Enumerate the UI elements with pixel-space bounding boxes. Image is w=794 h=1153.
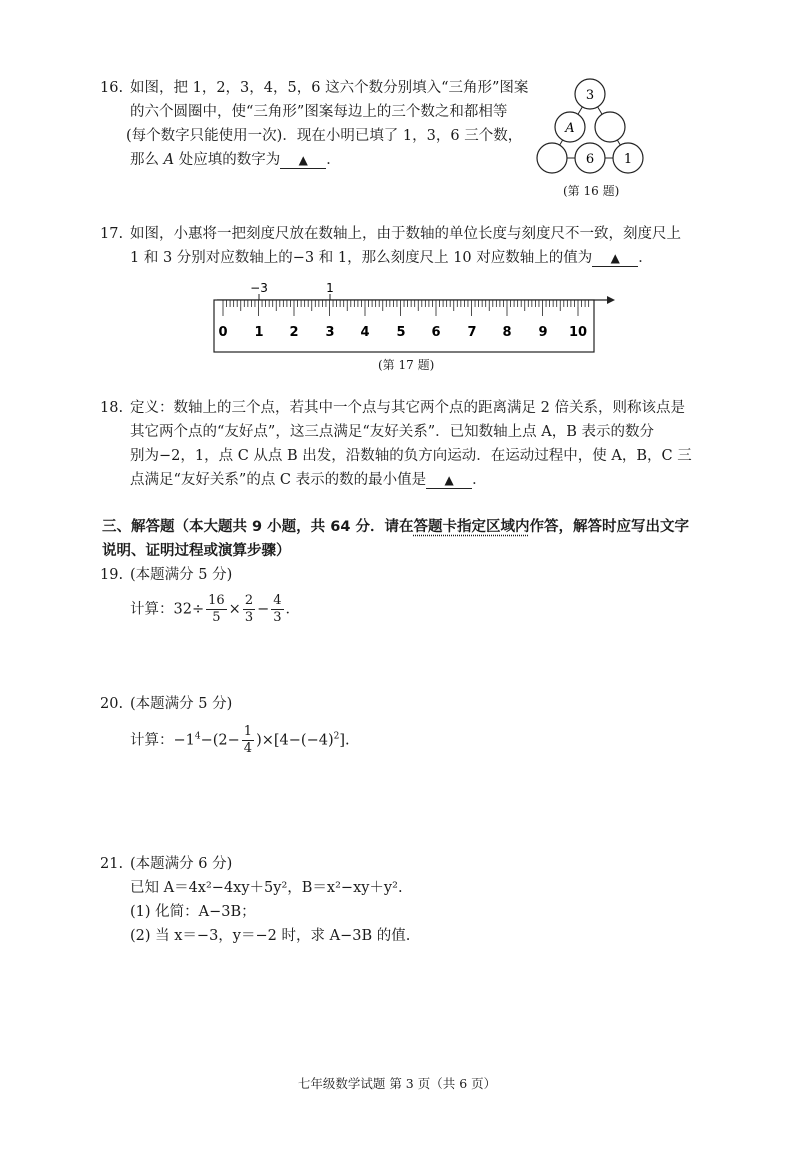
figure-caption: (第 17 题) — [378, 358, 435, 372]
fraction: $\frac{4}{3}$ — [273, 593, 282, 625]
triangle-circles-diagram — [530, 74, 650, 184]
ruler-label: 6 — [431, 325, 441, 340]
question-20 — [100, 692, 500, 757]
question-number: 21. — [100, 856, 124, 872]
circle-label: 3 — [585, 88, 595, 103]
ruler-label: 9 — [538, 325, 548, 340]
question-text: 1 和 3 分别对应数轴上的−3 和 1，那么刻度尺上 10 对应数轴上的值为 — [130, 250, 593, 266]
question-number: 16. — [100, 80, 124, 96]
dotted-emphasis: 答题卡指定区域内 — [413, 519, 530, 535]
fraction: $\frac{2}{3}$ — [244, 593, 254, 625]
score-note: (本题满分 6 分) — [130, 856, 233, 872]
question-number: 17. — [100, 226, 124, 242]
ruler-label: 4 — [360, 325, 370, 340]
question-text: 别为−2，1，点 C 从点 B 出发，沿数轴的负方向运动．在运动过程中，使 A，B，C 三 — [130, 448, 692, 464]
question-text: 如图，把 1，2，3，4，5，6 这六个数分别填入“三角形”图案 — [130, 80, 529, 96]
question-17: 17. 如图，小惠将一把刻度尺放在数轴上，由于数轴的单位长度与刻度尺不一致，刻度尺上 1 和 3 分别对应数轴上的−3 和 1，那么刻度尺上 10 对应数轴上的值为 ▲ ． — [100, 222, 720, 270]
circle-mid-right — [595, 112, 625, 142]
ruler-label: 10 — [568, 325, 588, 340]
question-16: 16. 如图，把 1，2，3，4，5，6 这六个数分别填入“三角形”图案 的六个圆圈中，使“三角形”图案每边上的三个数之和都相等 (每个数字只能使用一次)．现在小明已填了 1，3，6 三个数， 那么 A 处应填的数字为 ▲ ． — [100, 76, 520, 172]
ruler-label: 0 — [218, 325, 228, 340]
question-19 — [100, 563, 500, 626]
circle-label: 6 — [585, 152, 595, 167]
page-footer: 七年级数学试题 第 3 页（共 6 页） — [297, 1076, 497, 1091]
ruler-number-line-diagram — [205, 278, 625, 358]
question-number: 19. — [100, 567, 124, 583]
score-note: (本题满分 5 分) — [130, 567, 233, 583]
section-header: 三、解答题（本大题共 9 小题，共 64 分．请在答题卡指定区域内作答，解答时应写出文字 说明、证明过程或演算步骤） — [102, 519, 689, 559]
sub-question: (1) 化简：A−3B； — [130, 904, 256, 920]
answer-blank: ▲ — [280, 152, 326, 169]
question-18: 18. 定义：数轴上的三个点，若其中一个点与其它两个点的距离满足 2 倍关系，则称该点是 其它两个点的“友好点”，这三点满足“友好关系”．已知数轴上点 A，B 表示的数分 别为−2，1，点 C 从点 B 出发，沿数轴的负方向运动．在运动过程中，使 A，B，C 三 点满足“友好关系”的点 C 表示的数的最小值是 ▲ ． — [100, 396, 720, 492]
ruler-label: 7 — [467, 325, 477, 340]
given-text: 已知 A＝4x²−4xy＋5y²，B＝x²−xy＋y². — [130, 880, 403, 896]
question-text: 其它两个点的“友好点”，这三点满足“友好关系”．已知数轴上点 A，B 表示的数分 — [130, 424, 654, 440]
question-text: (每个数字只能使用一次)．现在小明已填了 1，3，6 三个数， — [126, 128, 523, 144]
ruler-label: 5 — [396, 325, 406, 340]
question-text: 点满足“友好关系”的点 C 表示的数的最小值是 — [130, 472, 427, 488]
ruler-label: 3 — [325, 325, 335, 340]
figure-caption: (第 16 题) — [563, 184, 620, 198]
number-line-arrow — [607, 296, 615, 304]
circle-bottom-left — [537, 143, 567, 173]
axis-label: −3 — [250, 281, 268, 295]
circle-label: 1 — [623, 152, 633, 167]
fraction: $\frac{1}{4}$ — [243, 724, 253, 756]
ruler-label: 8 — [502, 325, 512, 340]
ruler-label: 1 — [254, 325, 264, 340]
math-expression: 计算：32÷ $\frac{16}{5}$ × $\frac{2}{3}$ − $\frac{4}{3}$ ． — [130, 593, 301, 625]
ruler-label: 2 — [289, 325, 299, 340]
question-text: 如图，小惠将一把刻度尺放在数轴上，由于数轴的单位长度与刻度尺不一致，刻度尺上 — [130, 226, 681, 242]
answer-blank: ▲ — [592, 250, 638, 267]
score-note: (本题满分 5 分) — [130, 696, 233, 712]
math-expression: 计算：$-1^4-(2-$ $\frac{1}{4}$ )$\times[4-(-4)^2]$. — [130, 724, 350, 756]
question-number: 18. — [100, 400, 124, 416]
question-number: 20. — [100, 696, 124, 712]
answer-blank: ▲ — [426, 472, 472, 489]
question-text: 定义：数轴上的三个点，若其中一个点与其它两个点的距离满足 2 倍关系，则称该点是 — [130, 400, 685, 416]
circle-label: A — [565, 121, 575, 136]
question-21 — [100, 852, 600, 948]
axis-label: 1 — [326, 281, 334, 295]
question-text: 的六个圆圈中，使“三角形”图案每边上的三个数之和都相等 — [130, 104, 508, 120]
sub-question: (2) 当 x＝−3，y＝−2 时，求 A−3B 的值. — [130, 928, 411, 944]
fraction: $\frac{16}{5}$ — [208, 593, 225, 625]
